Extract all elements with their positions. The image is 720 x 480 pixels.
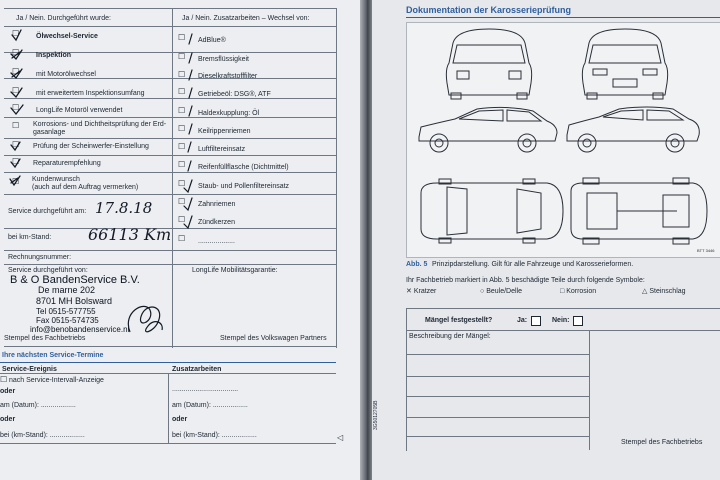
checkbox-reifenfuell[interactable]: ☐	[178, 160, 186, 169]
car-views-drawing	[407, 23, 720, 257]
yes-checkbox[interactable]	[531, 316, 541, 326]
checkbox-motoroelwechsel[interactable]: ☐	[12, 67, 20, 76]
description-label: Beschreibung der Mängel:	[409, 333, 491, 340]
col1-header: Ja / Nein. Durchgeführt wurde:	[16, 15, 111, 22]
checkbox-longlife[interactable]: ☐	[12, 103, 20, 112]
checkbox-scheinwerfer[interactable]: ☐	[12, 140, 20, 149]
item-inspektion: Inspektion	[36, 52, 72, 59]
checkbox-luftfilter[interactable]: ☐	[178, 142, 186, 151]
next-service-title: Ihre nächsten Service-Termine	[2, 352, 104, 359]
handwritten-check-marks	[8, 28, 32, 198]
stamp-line-6: info@benobandenservice.nl	[30, 325, 130, 334]
column-divider	[172, 8, 173, 348]
page-arrow-icon: ◁	[337, 433, 344, 442]
dent-symbol-icon: ○	[480, 288, 485, 295]
no-checkbox[interactable]	[573, 316, 583, 326]
right-stamp-label: Stempel des Fachbetriebs	[621, 439, 703, 446]
stamp-line-1: B & O BandenService B.V.	[10, 274, 140, 286]
item-korrosion: Korrosions- und Dichtheitsprüfung der Erd-	[33, 121, 167, 128]
scratch-symbol-icon: ✕	[406, 288, 412, 295]
oder-1: oder	[0, 388, 16, 395]
checkbox-pollenfilter[interactable]: ☐	[178, 179, 186, 188]
checkbox-zahnriemen[interactable]: ☐	[178, 197, 186, 206]
table-top-rule	[4, 8, 336, 9]
item-reifenfuell: Reifenfüllflasche (Dichtmittel)	[198, 164, 289, 171]
item-zuendkerzen: Zündkerzen	[198, 219, 235, 226]
checkbox-dieselfilter[interactable]: ☐	[178, 70, 186, 79]
right-page	[372, 0, 720, 480]
checkbox-korrosion[interactable]: ☐	[12, 121, 20, 130]
item-bremsfluessigkeit: Bremsflüssigkeit	[198, 56, 249, 63]
stamp-line-2: De marne 202	[38, 285, 96, 295]
next-col2-header: Zusatzarbeiten	[172, 366, 222, 373]
item-motoroelwechsel: mit Motorölwechsel	[36, 71, 96, 78]
stamp-line-3: 8701 MH Bolsward	[36, 296, 113, 306]
stamp-line-5: Fax 0515-574735	[36, 316, 99, 325]
next-interval: nach Service-Intervall-Anzeige	[9, 377, 104, 384]
legend-kratzer: ✕ Kratzer	[406, 288, 437, 295]
item-kundenwunsch: Kundenwunsch	[32, 176, 80, 183]
checkbox-oelwechsel[interactable]: ☐	[12, 29, 20, 38]
item-adblue: AdBlue®	[198, 37, 226, 44]
invoice-label: Rechnungsnummer:	[8, 254, 72, 261]
item-kundenwunsch-2: (auch auf dem Auftrag vermerken)	[32, 184, 139, 191]
item-longlife: LongLife Motoröl verwendet	[36, 107, 123, 114]
checkbox-erweitert[interactable]: ☐	[12, 86, 20, 95]
defects-label: Mängel festgestellt?	[425, 317, 493, 324]
checkbox-keilrippen[interactable]: ☐	[178, 124, 186, 133]
instruction-text: Ihr Fachbetrieb markiert in Abb. 5 beschädigte Teile durch folgende Symbole:	[406, 277, 645, 284]
service-date-label: Service durchgeführt am:	[8, 208, 87, 215]
item-haldex: Haldexkupplung: Öl	[198, 110, 260, 117]
checkbox-getriebeoel[interactable]: ☐	[178, 87, 186, 96]
defects-form	[406, 308, 720, 451]
datum-field-left[interactable]: am (Datum): ..................	[0, 402, 76, 409]
stamp-footer-left: Stempel des Fachbetriebs	[4, 335, 86, 342]
checkbox-kundenwunsch[interactable]: ☐	[12, 177, 20, 186]
checkbox-extra[interactable]: ☐	[178, 234, 186, 243]
legend-korrosion: □ Korrosion	[560, 288, 597, 295]
legend-beule: ○ Beule/Delle	[480, 288, 522, 295]
datum-field-right[interactable]: am (Datum): ..................	[172, 402, 248, 409]
figure-code: BTT 3446	[697, 248, 715, 253]
car-diagram	[406, 22, 720, 258]
handwritten-marks-col2	[180, 32, 200, 232]
checkbox-haldex[interactable]: ☐	[178, 106, 186, 115]
checkbox-reparatur[interactable]: ☐	[12, 157, 20, 166]
item-reparatur: Reparaturempfehlung	[33, 160, 101, 167]
karosserie-title: Dokumentation der Karosserieprüfung	[406, 5, 572, 15]
legend-steinschlag: △ Steinschlag	[642, 288, 686, 295]
item-korrosion-2: gasanlage	[33, 129, 66, 136]
next-col1-header: Service-Ereignis	[2, 366, 57, 373]
item-scheinwerfer: Prüfung der Scheinwerfer-Einstellung	[33, 143, 149, 150]
km-handwritten: 66113 Km	[88, 225, 172, 244]
longlife-label: LongLife Mobilitätsgarantie:	[192, 267, 278, 274]
signature-scribble	[120, 292, 170, 342]
km-label: bei km-Stand:	[8, 234, 52, 241]
caption-label: Abb. 5	[406, 261, 428, 268]
item-oelwechsel: Ölwechsel-Service	[36, 33, 98, 40]
checkbox-bremsfluessigkeit[interactable]: ☐	[178, 52, 186, 61]
service-date-handwritten: 17.8.18	[95, 199, 153, 217]
no-label: Nein:	[552, 317, 570, 324]
dots-line: ..................................	[172, 386, 239, 393]
oder-2: oder	[0, 416, 16, 423]
checkbox-interval[interactable]: ☐	[0, 375, 8, 384]
item-pollenfilter: Staub- und Pollenfiltereinsatz	[198, 183, 290, 190]
stamp-line-4: Tel 0515-577755	[36, 307, 96, 316]
checkbox-zuendkerzen[interactable]: ☐	[178, 215, 186, 224]
checkbox-adblue[interactable]: ☐	[178, 33, 186, 42]
col2-header: Ja / Nein. Zusatzarbeiten – Wechsel von:	[182, 15, 310, 22]
item-luftfilter: Luftfiltereinsatz	[198, 146, 246, 153]
checkbox-inspektion[interactable]: ☐	[12, 48, 20, 57]
corrosion-symbol-icon: □	[560, 288, 565, 295]
item-keilrippen: Keilrippenriemen	[198, 128, 251, 135]
yes-label: Ja:	[517, 317, 528, 324]
side-code: 3G5012705B	[373, 400, 379, 430]
stamp-footer-right: Stempel des Volkswagen Partners	[220, 335, 327, 342]
km-field-right[interactable]: bei (km-Stand): ..................	[172, 432, 257, 439]
caption-text: Prinzipdarstellung. Gilt für alle Fahrzeuge und Karosserieformen.	[432, 261, 634, 268]
item-extra: ...................	[198, 238, 235, 245]
item-zahnriemen: Zahnriemen	[198, 201, 236, 208]
service-by-label: Service durchgeführt von:	[8, 267, 88, 274]
km-field-left[interactable]: bei (km-Stand): ..................	[0, 432, 85, 439]
item-dieselfilter: Dieselkraftstofffilter	[198, 73, 258, 80]
item-getriebeoel: Getriebeöl: DSG®, ATF	[198, 91, 271, 98]
item-erweitert: mit erweitertem Inspektionsumfang	[36, 90, 145, 97]
stone-chip-symbol-icon: △	[642, 288, 648, 295]
oder-3: oder	[172, 416, 188, 423]
